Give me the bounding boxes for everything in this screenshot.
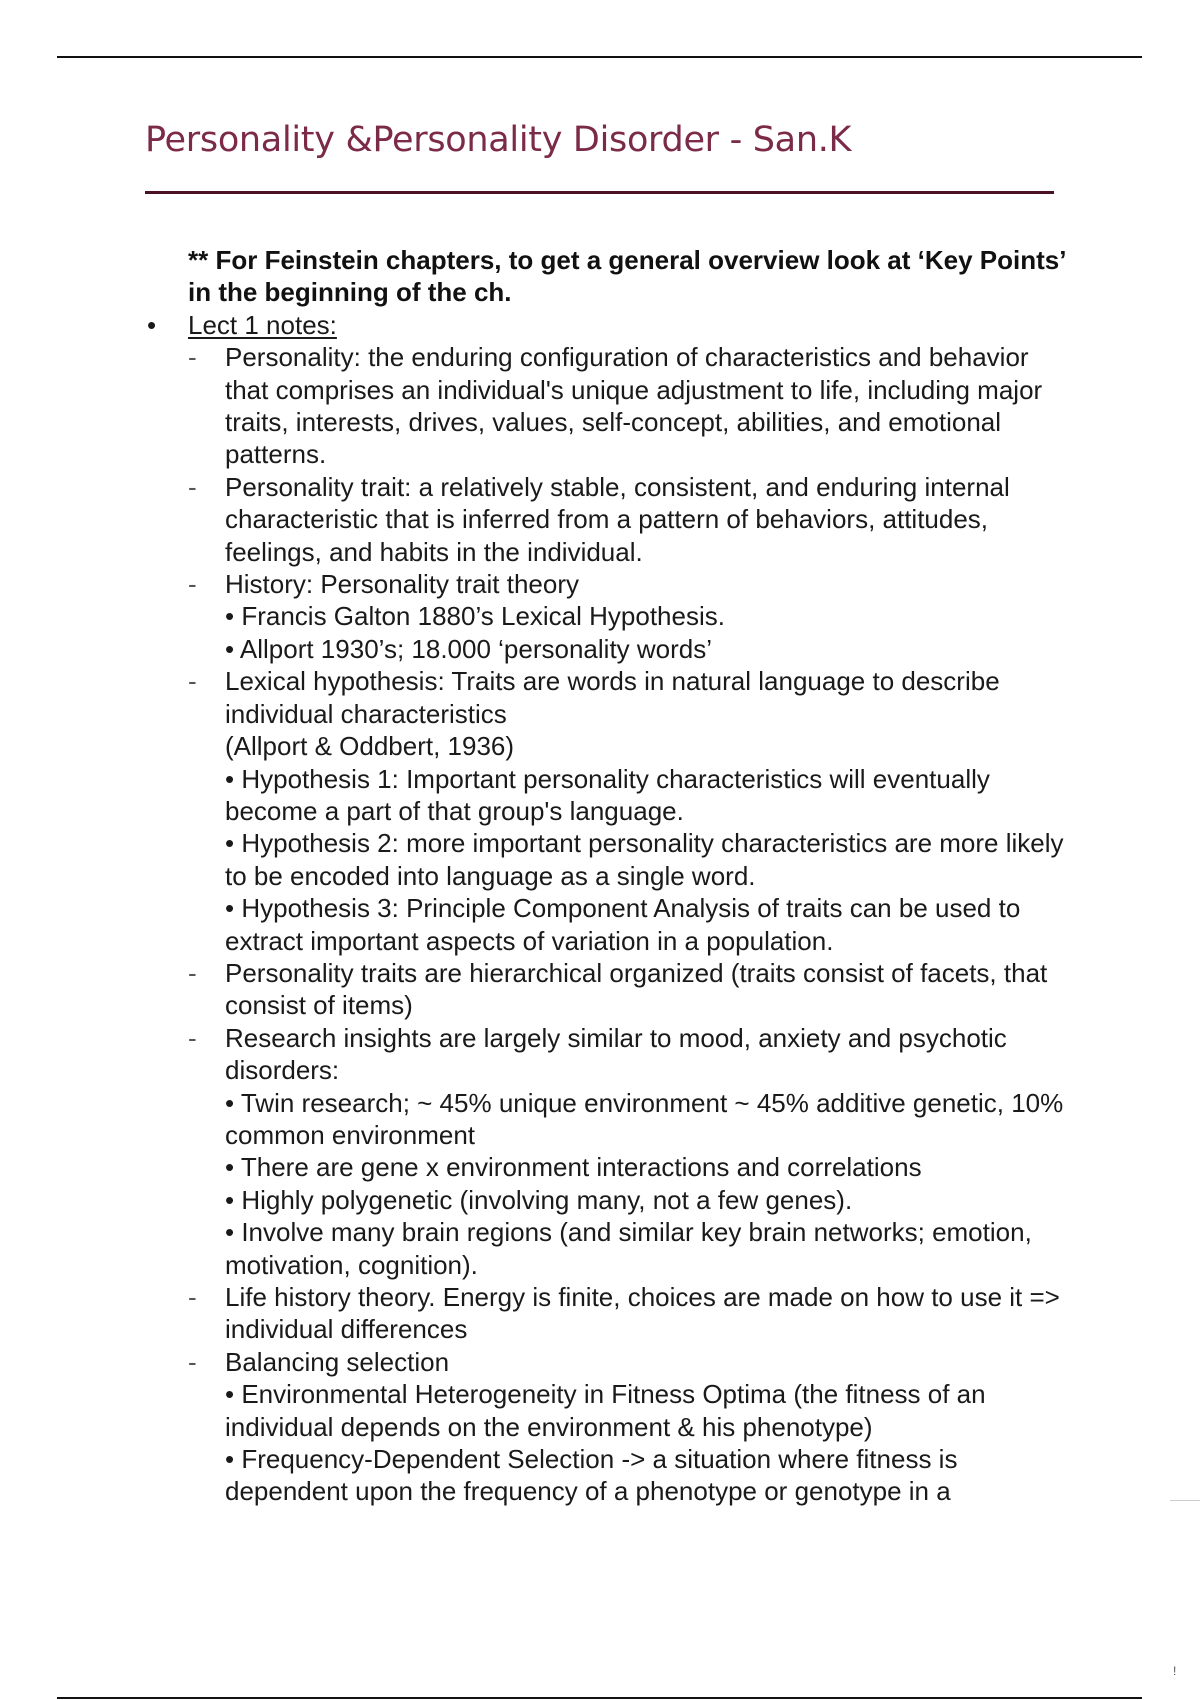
- document-title: Personality &Personality Disorder - San.K: [145, 120, 852, 160]
- section-label: Lect 1 notes:: [188, 309, 337, 340]
- list-item-text: Research insights are largely similar to mood, anxiety and psychotic disorders:: [225, 1022, 1007, 1086]
- list-item: [188, 1281, 1070, 1346]
- list-item-text: Personality trait: a relatively stable, consistent, and enduring internal characteristic that is inferred from a pattern of behaviors, attitudes, feelings, and habits in the individual.: [225, 471, 1010, 567]
- dash-marker: -: [188, 471, 197, 502]
- sub-point: (Allport & Oddbert, 1936): [225, 731, 515, 762]
- list-item: [188, 341, 1070, 471]
- title-underline: [145, 191, 1054, 194]
- sub-point: • Hypothesis 3: Principle Component Analysis of traits can be used to extract important aspects of variation in a population.: [225, 893, 1021, 956]
- dash-marker: -: [188, 1282, 197, 1312]
- dash-marker: -: [188, 1346, 197, 1377]
- margin-mark: !: [1173, 1664, 1177, 1678]
- sub-point: • Involve many brain regions (and similar key brain networks; emotion, motivation, cognition).: [225, 1217, 1032, 1280]
- list-item-text: Lexical hypothesis: Traits are words in natural language to describe individual characteristics: [225, 666, 1000, 729]
- list-item: [188, 665, 1070, 730]
- bullet-icon: •: [147, 309, 157, 340]
- list-item-text: Life history theory. Energy is finite, choices are made on how to use it => individual differences: [225, 1282, 1060, 1345]
- dash-marker: -: [188, 1022, 197, 1053]
- dash-marker: -: [188, 666, 197, 697]
- sub-point: • Highly polygenetic (involving many, not a few genes).: [225, 1184, 853, 1215]
- sub-point: • Francis Galton 1880’s Lexical Hypothesis.: [225, 601, 725, 632]
- list-item-text: Personality traits are hierarchical organized (traits consist of facets, that consist of items): [225, 957, 1048, 1021]
- sub-point: • Frequency-Dependent Selection -> a situation where fitness is dependent upon the frequency of a phenotype or genotype in a: [225, 1444, 958, 1507]
- sub-point: • Allport 1930’s; 18.000 ‘personality words’: [225, 633, 713, 664]
- margin-tick: [1170, 1500, 1200, 1501]
- list-item-text: Personality: the enduring configuration of characteristics and behavior that comprises an individual's unique adjustment to life, including major traits, interests, drives, values, self-concept, abilities, and emotional patterns.: [225, 342, 1043, 470]
- sub-point: • Twin research; ~ 45% unique environment ~ 45% additive genetic, 10% common environment: [225, 1087, 1064, 1150]
- list-item: [188, 1022, 1070, 1087]
- list-item-text: Balancing selection: [225, 1346, 450, 1377]
- list-item: [188, 1346, 1070, 1378]
- list-item: [188, 957, 1070, 1022]
- dash-marker: -: [188, 957, 197, 988]
- dash-marker: -: [188, 342, 197, 373]
- list-item-text: History: Personality trait theory: [225, 569, 580, 600]
- page-top-rule: [57, 56, 1142, 58]
- sub-point: • Environmental Heterogeneity in Fitness Optima (the fitness of an individual depends on the environment & his phenotype): [225, 1379, 986, 1442]
- notes-list: [140, 341, 1070, 1508]
- sub-point: • Hypothesis 1: Important personality characteristics will eventually become a part of that group's language.: [225, 763, 990, 826]
- page-bottom-rule: [57, 1697, 1142, 1699]
- sub-point: • There are gene x environment interactions and correlations: [225, 1152, 922, 1183]
- sub-point: • Hypothesis 2: more important personality characteristics are more likely to be encoded into language as a single word.: [225, 828, 1064, 891]
- section-heading: [147, 309, 1070, 341]
- notes-body: [140, 244, 1070, 1508]
- dash-marker: -: [188, 569, 197, 600]
- list-item: [188, 568, 1070, 600]
- list-item: [188, 471, 1070, 568]
- intro-note: ** For Feinstein chapters, to get a general overview look at ‘Key Points’ in the beginning of the ch.: [188, 245, 1066, 308]
